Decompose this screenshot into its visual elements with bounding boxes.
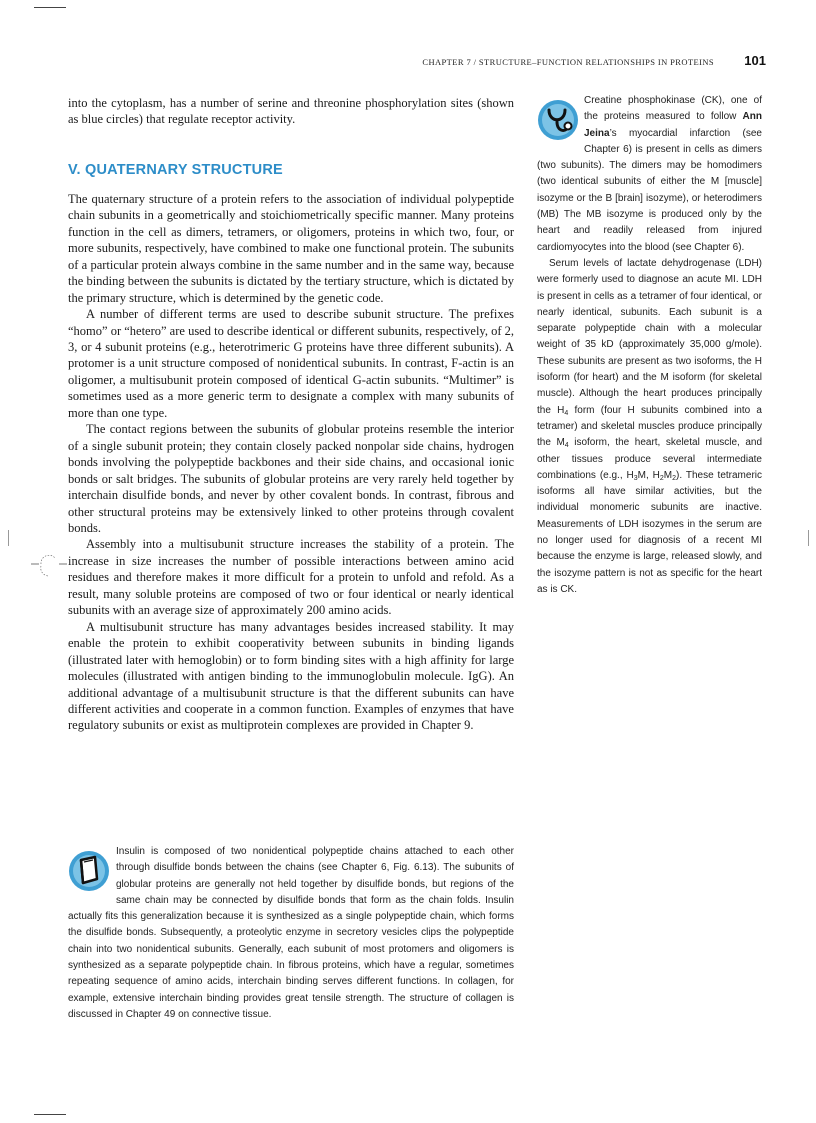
body-paragraph: The quaternary structure of a protein refers to the association of individual polypeptide chain subunits in a geometrically and stoichiometrically specific manner. Many proteins function in the cell as dimers, tetramers, or oligomers, proteins in which two, four, or more subunits, respectively, have combined to make one functional protein. The subunits of a particular protein always combine in the same number and in the same way, because the binding between the subunits is dictated by the tertiary structure, which is dictated by the primary structure, which is determined by the genetic code. [68,191,514,305]
crop-mark-bottom-left [34,1114,66,1115]
body-paragraph: A multisubunit structure has many advantages besides increased stability. It may enable the protein to exhibit cooperativity between subunits in binding ligands (illustrated later with hemoglobin) or to form binding sites with a high affinity for large molecules (illustrated with antigen binding to the immunoglobulin molecule. IgG). An additional advantage of a multisubunit structure is that the different subunits can have different activities and cooperate in a common function. Examples of enzymes that have regulatory subunits or exist as multiprotein complexes are provided in Chapter 9. [68,619,514,733]
stethoscope-icon [535,97,581,143]
body-paragraph: A number of different terms are used to describe subunit structure. The prefixes “homo” or “hetero” are used to describe identical or different subunits, respectively, of 2, 3, or 4 subunit proteins (e.g., heterotrimeric G proteins have three different subunits). A protomer is a unit structure composed of nonidentical subunits. In contrast, F-actin is an oligomer, a multisubunit protein composed of identical G-actin subunits. “Multimer” is sometimes used as a more generic term to designate a complex with many subunits of more than one type. [68,307,515,420]
body-paragraph: The contact regions between the subunits of globular proteins resemble the interior of a single subunit protein; they contain closely packed nonpolar side chains, hydrogen bonds involving the polypeptide backbones and their side chains, and occasional ionic bonds or salt bridges. The subunits of globular proteins are very rarely held together by interchain disulfide bonds, and never by other covalent bonds. In contrast, fibrous and other structural proteins may be extensively linked to other proteins through covalent bonds. [68,422,514,535]
margin-registration-mark [29,550,69,580]
section-heading: V. QUATERNARY STRUCTURE [68,161,283,178]
side-note [537,93,762,598]
side-note-paragraph: Serum levels of lactate dehydrogenase (LDH) were formerly used to diagnose an acute MI. LDH is present in cells as a tetramer of four identical, or nearly identical, subunits. Each subunit is a separate polypeptide chain with a molecular weight of 35 kD (approximately 35,000 g/mole). These subunits are present as two isoforms, the H isoform (for heart) and the M isoform (for skeletal muscle). Although the heart produces principally the $H_4$ form (four H subunits combined into a tetramer) and skeletal muscles produce principally the $M_4$ isoform, the heart, skeletal muscle, and other tissues produce several intermediate combinations (e.g., $H_3M$, $H_2M_2$). These tetrameric isoforms all have similar activities, but the individual monomeric subunits are inactive. Measurements of LDH isozymes in the serum are no longer used for diagnosis of a recent MI because the enzyme is large, released slowly, and the isozyme pattern is not as specific for the heart as is CK. [537,257,763,595]
crop-mark-top-left [34,7,66,8]
running-header: CHAPTER 7 / STRUCTURE–FUNCTION RELATIONSHIPS IN PROTEINS [422,57,714,67]
insulin-note-text: Insulin is composed of two nonidentical polypeptide chains attached to each other through disulfide bonds between the chains (see Chapter 6, Fig. 6.13). The subunits of globular proteins are generally not held together by disulfide bonds, but regions of the same chain may be connected by disulfide bonds that form as the chain folds. Insulin actually fits this generalization because it is synthesized as a single polypeptide chain, which forms the disulfide bonds. Subsequently, a proteolytic enzyme in secretory vesicles clips the polypeptide chain into two nonidentical subunits. Generally, each subunit of most protomers and oligomers is synthesized as a separate polypeptide chain. In fibrous proteins, which have a regular, sometimes repeating sequence of amino acids, interchain binding serves different functions. In collagen, for example, extensive interchain binding provides great tensile strength. The structure of collagen is discussed in Chapter 49 on connective tissue. [68,846,514,1020]
page-number: 101 [744,53,766,68]
edge-tick-right [808,530,809,546]
insulin-note [68,844,514,1023]
main-column [68,95,514,734]
book-icon [66,848,112,894]
intro-paragraph: into the cytoplasm, has a number of serine and threonine phosphorylation sites (shown as blue circles) that regulate receptor activity. [68,96,514,127]
side-note-paragraph: Creatine phosphokinase (CK), one of the proteins measured to follow Ann Jeina’s myocardial infarction (see Chapter 6) is present in cells as dimers (two subunits). The dimers may be homodimers (two identical subunits of either the M [muscle] isozyme or the B [brain] isozyme), or heterodimers (MB) The MB isozyme is produced only by the heart and readily released from injured cardiomyocytes into the blood (see Chapter 6). [537,95,762,253]
patient-name: Ann Jeina [584,111,762,139]
body-paragraph: Assembly into a multisubunit structure increases the stability of a protein. The increase in size increases the number of possible interactions between amino acid residues and therefore makes it more difficult for a protein to unfold and refold. As a result, many soluble proteins are composed of two or four identical or nearly identical subunits with an average size of approximately 200 amino acids. [68,537,514,618]
edge-tick-left [8,530,9,546]
